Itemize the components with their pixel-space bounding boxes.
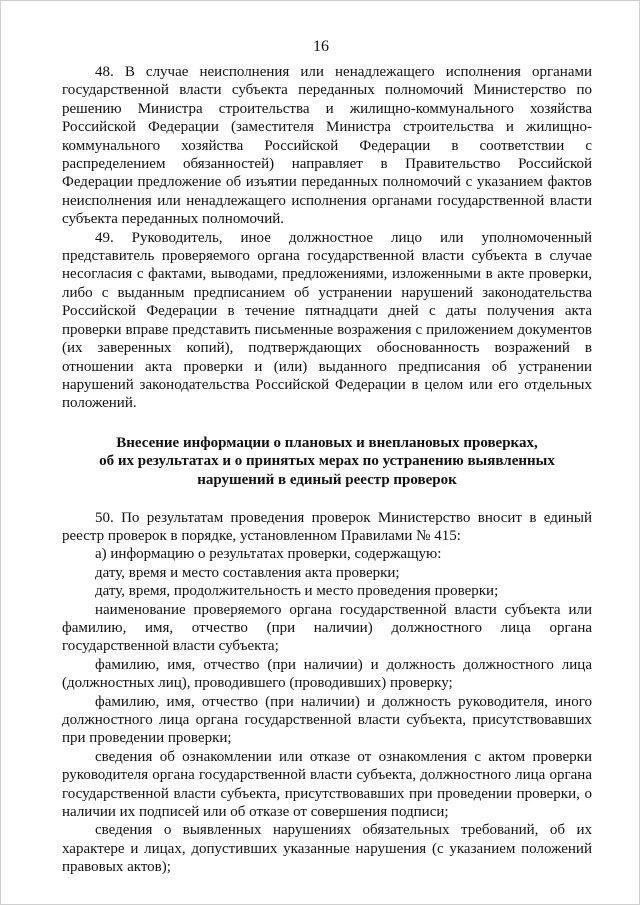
list-item: дату, время и место составления акта проверки; [95, 564, 400, 581]
list-item: дату, время, продолжительность и место проведения проверки; [95, 583, 499, 600]
list-item: фамилию, имя, отчество (при наличии) и должность руководителя, иного должностного лица органа государственной власти субъекта, присутствовавших при проведении проверки; [62, 693, 592, 747]
page-number: 16 [313, 38, 329, 55]
document-body [62, 63, 592, 877]
section-heading-line: Внесение информации о плановых и внеплановых проверках, [116, 434, 538, 451]
section-heading [62, 434, 592, 490]
list-item: сведения об ознакомлении или отказе от ознакомления с актом проверки руководителя органа государственной власти субъекта, должностного лица органа государственной власти субъекта, присутствовавших при проведении проверки, о наличии их подписей или об отказе от совершения подписи; [62, 748, 592, 820]
paragraph-49: 49. Руководитель, иное должностное лицо или уполномоченный представитель проверяемого органа государственной власти субъекта в случае несогласия с фактами, выводами, предложениями, изложенными в акте проверки, либо с выданным предписанием об устранении нарушений законодательства Российской Федерации в течение пятнадцати дней с даты получения акта проверки вправе представить письменные возражения с приложением документов (их заверенных копий), подтверждающих обоснованность возражений в отношении акта проверки и (или) выданного предписания об устранении нарушений законодательства Российской Федерации в целом или его отдельных положений. [62, 229, 592, 412]
list-item-a: а) информацию о результатах проверки, содержащую: [95, 546, 442, 563]
list-item: сведения о выявленных нарушениях обязательных требований, об их характере и лицах, допустивших указанные нарушения (с указанием положений правовых актов); [62, 822, 592, 876]
paragraph-48: 48. В случае неисполнения или ненадлежащего исполнения органами государственной власти субъекта переданных полномочий Министерство по решению Министра строительства и жилищно-коммунального хозяйства Российской Федерации (заместителя Министра строительства и жилищно-коммунального хозяйства Российской Федерации в соответствии с распределением обязанностей) направляет в Правительство Российской Федерации предложение об изъятии переданных полномочий с указанием фактов неисполнения или ненадлежащего исполнения органами государственной власти субъекта переданных полномочий. [62, 64, 592, 228]
paragraph-50: 50. По результатам проведения проверок Министерство вносит в единый реестр проверок в порядке, установленном Правилами № 415: [62, 509, 592, 544]
section-heading-line: нарушений в единый реестр проверок [197, 471, 457, 488]
list-item: наименование проверяемого органа государственной власти субъекта или фамилию, имя, отчество (при наличии) должностного лица органа государственной власти субъекта; [62, 601, 592, 655]
section-heading-line: об их результатах и о принятых мерах по устранению выявленных [99, 453, 555, 470]
list-item: фамилию, имя, отчество (при наличии) и должность должностного лица (должностных лиц), проводившего (проводивших) проверку; [62, 656, 592, 692]
